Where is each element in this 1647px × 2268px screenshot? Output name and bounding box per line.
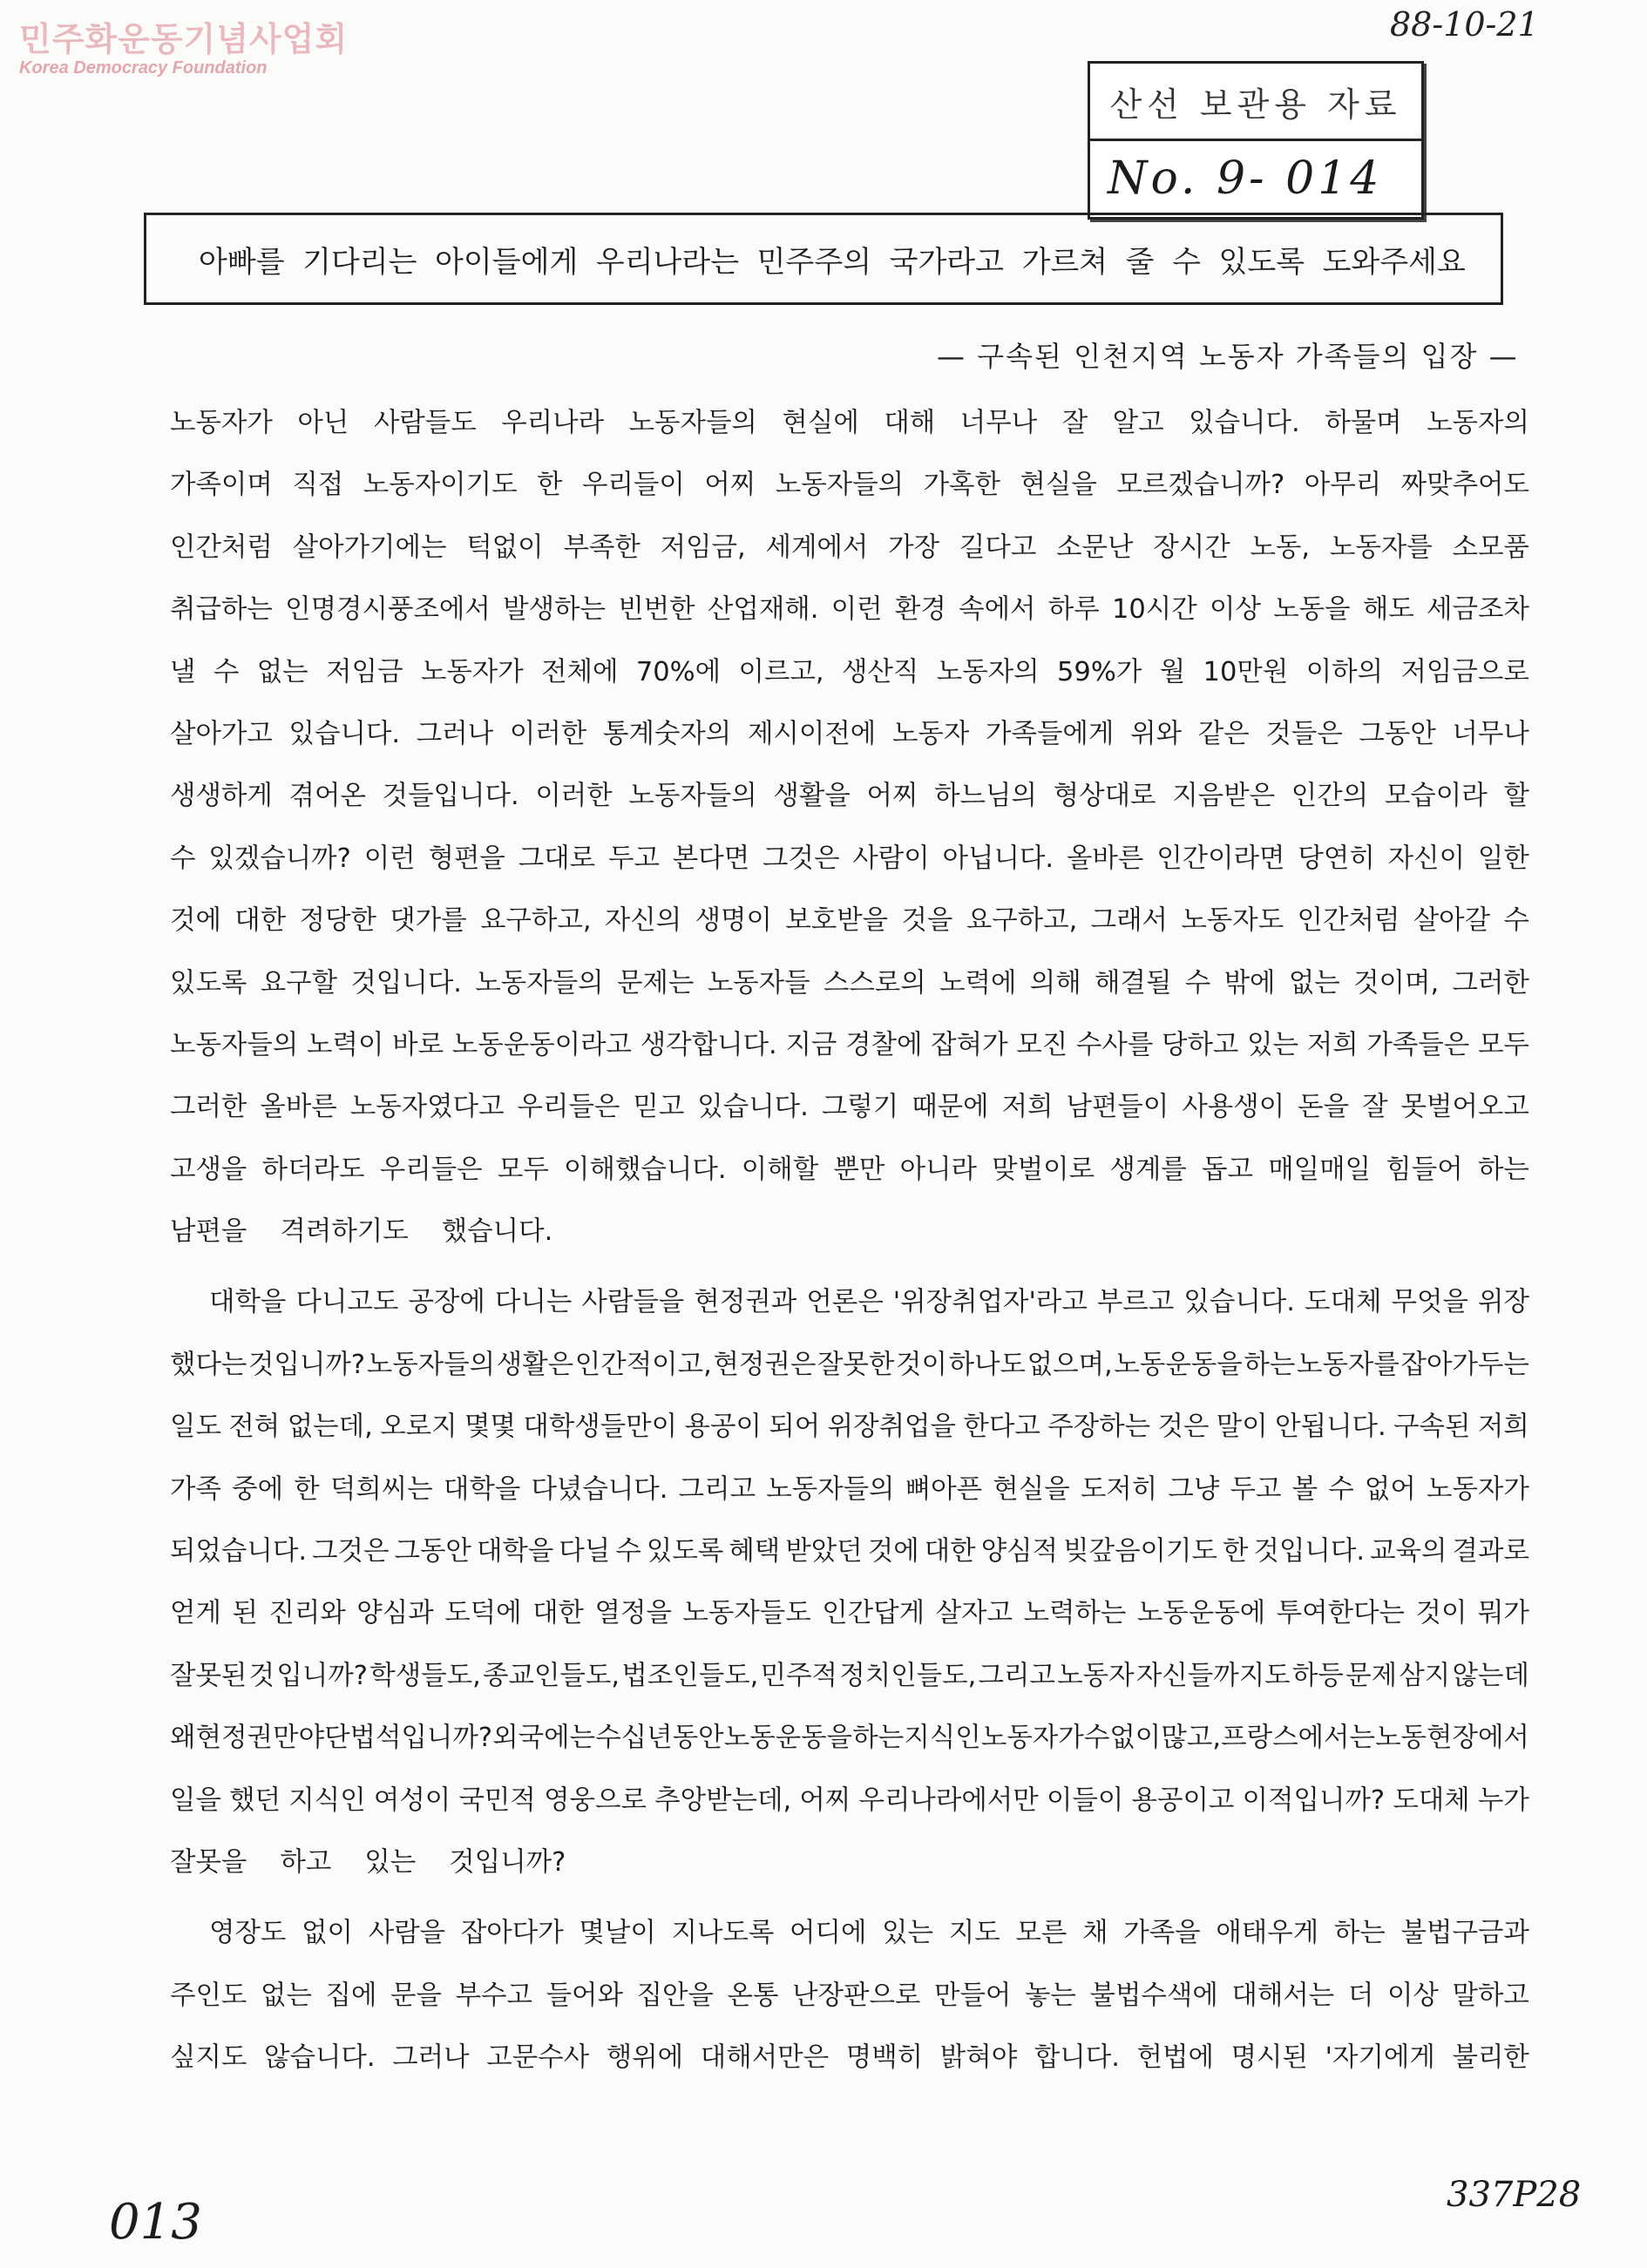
text-line: 영장도 없이 사람을 잡아다가 몇날이 지나도록 어디에 있는 지도 모른 채 가족을 애태우게 하는 불법구금과 (209, 1918, 1529, 1949)
text-line: 생생하게 겪어온 것들입니다. 이러한 노동자들의 생활을 어찌 하느님의 형상대로 지음받은 인간의 모습이라 할 (170, 781, 1529, 812)
headline-word: 우리나라는 (595, 244, 740, 280)
text-line: 되었습니다. 그것은 그동안 대학을 다닐 수 있도록 혜택 받았던 것에 대한 양심적 빚갚음이기도 한 것입니다. 교육의 결과로 (170, 1536, 1529, 1567)
text-line: 그러한 올바른 노동자였다고 우리들은 믿고 있습니다. 그렇기 때문에 저희 남편들이 사용생이 돈을 잘 못벌어오고 (170, 1092, 1529, 1123)
headline-word: 민주주의 (756, 244, 872, 280)
text-line: 왜 현정권만 야단법석입니까? 외국에는 수십년 동안 노동운동을 하는 지식인 노동자가 수없이 많고, 프랑스에서는 노동현장에서 (170, 1723, 1529, 1754)
text-line: 가족이며 직접 노동자이기도 한 우리들이 어찌 노동자들의 가혹한 현실을 모르겠습니까? 아무리 짜맞추어도 (170, 470, 1529, 501)
text-line: 노동자가 아닌 사람들도 우리나라 노동자들의 현실에 대해 너무나 잘 알고 있습니다. 하물며 노동자의 (170, 408, 1529, 438)
text-line: 취급하는 인명경시풍조에서 발생하는 빈번한 산업재해. 이런 환경 속에서 하루 10시간 이상 노동을 해도 세금조차 (170, 594, 1529, 626)
headline-word: 가르쳐 (1021, 244, 1108, 280)
text-line: 가족 중에 한 덕희씨는 대학을 다녔습니다. 그리고 노동자들의 뼈아픈 현실을 도저히 그냥 두고 볼 수 없어 노동자가 (170, 1473, 1529, 1505)
text-line: 일을 했던 지식인 여성이 국민적 영웅으로 추앙받는데, 어찌 우리나라에서만 이들이 용공이고 이적입니까? 도대체 누가 (170, 1784, 1529, 1816)
text-line: 주인도 없는 집에 문을 부수고 들어와 집안을 온통 난장판으로 만들어 놓는 불법수색에 대해서는 더 이상 말하고 (170, 1980, 1529, 2011)
headline-word: 국가라고 (889, 244, 1004, 280)
text-line: 남편을 격려하기도 했습니다. (170, 1216, 553, 1248)
subtitle: — 구속된 인천지역 노동자 가족들의 입장 — (937, 340, 1519, 373)
headline-box (144, 213, 1503, 305)
text-line: 살아가고 있습니다. 그러나 이러한 통계숫자의 제시이전에 노동자 가족들에게 위와 같은 것들은 그동안 너무나 (170, 718, 1529, 749)
text-line: 노동자들의 노력이 바로 노동운동이라고 생각합니다. 지금 경찰에 잡혀가 모진 수사를 당하고 있는 저희 가족들은 모두 (170, 1029, 1529, 1060)
page-number-left: 013 (109, 2194, 202, 2251)
headline-word: 도와주세요 (1322, 244, 1466, 280)
headline-word: 아빠를 (199, 244, 285, 280)
stamp-label: 산선 보관용 자료 (1090, 64, 1421, 141)
headline-word: 줄 (1125, 244, 1155, 280)
headline-word: 수 (1172, 244, 1201, 280)
text-line: 일도 전혀 없는데, 오로지 몇몇 대학생들만이 용공이 되어 위장취업을 한다고 주장하는 것은 말이 안됩니다. 구속된 저희 (170, 1412, 1529, 1443)
text-line: 낼 수 없는 저임금 노동자가 전체에 70%에 이르고, 생산직 노동자의 59%가 월 10만원 이하의 저임금으로 (170, 656, 1529, 687)
text-line: 얻게 된 진리와 양심과 도덕에 대한 열정을 노동자들도 인간답게 살자고 노력하는 노동운동에 투여한다는 것이 뭐가 (170, 1598, 1529, 1629)
headline-word: 아이들에게 (435, 244, 579, 280)
watermark-english: Korea Democracy Foundation (19, 58, 268, 78)
handwritten-date: 88-10-21 (1390, 5, 1539, 44)
text-line: 잘못된 것 입니까? 학생들도, 종교인들도, 법조인들도, 민주적 정치인들도, 그리고 노동자 자신들까지도 하등 문제 삼지 않는데 (170, 1660, 1529, 1691)
archive-code-right: 337P28 (1447, 2175, 1582, 2215)
text-line: 수 있겠습니까? 이런 형편을 그대로 두고 본다면 그것은 사람이 아닙니다. 올바른 인간이라면 당연히 자신이 일한 (170, 843, 1529, 874)
watermark-logo (19, 12, 348, 78)
headline-word: 있도록 (1218, 244, 1305, 280)
watermark-korean: 민주화운동기념사업회 (19, 20, 349, 58)
text-line: 있도록 요구할 것입니다. 노동자들의 문제는 노동자들 스스로의 노력에 의해 해결될 수 밖에 없는 것이며, 그러한 (170, 967, 1529, 999)
stamp-number: No. 9- 014 (1108, 152, 1383, 205)
archive-stamp (1088, 61, 1424, 220)
text-line: 잘못을 하고 있는 것입니까? (170, 1846, 566, 1878)
text-line: 대학을 다니고도 공장에 다니는 사람들을 현정권과 언론은 '위장취업자'라고 부르고 있습니다. 도대체 무엇을 위장 (209, 1287, 1529, 1318)
text-line: 했다는 것입니까? 노동자들의 생활은 인간적이고, 현정권은 잘못한 것이 하나도 없으며, 노동운동을 하는 노동자를 잡아가두는 (170, 1349, 1529, 1380)
text-line: 것에 대한 정당한 댓가를 요구하고, 자신의 생명이 보호받을 것을 요구하고, 그래서 노동자도 인간처럼 살아갈 수 (170, 905, 1529, 937)
text-line: 인간처럼 살아가기에는 턱없이 부족한 저임금, 세계에서 가장 길다고 소문난 장시간 노동, 노동자를 소모품 (170, 531, 1529, 563)
text-line: 고생을 하더라도 우리들은 모두 이해했습니다. 이해할 뿐만 아니라 맞벌이로 생계를 돕고 매일매일 힘들어 하는 (170, 1154, 1529, 1185)
text-line: 싶지도 않습니다. 그러나 고문수사 행위에 대해서만은 명백히 밝혀야 합니다. 헌법에 명시된 '자기에게 불리한 (170, 2042, 1529, 2074)
body-text (170, 392, 1529, 2089)
headline-word: 기다리는 (302, 244, 417, 280)
